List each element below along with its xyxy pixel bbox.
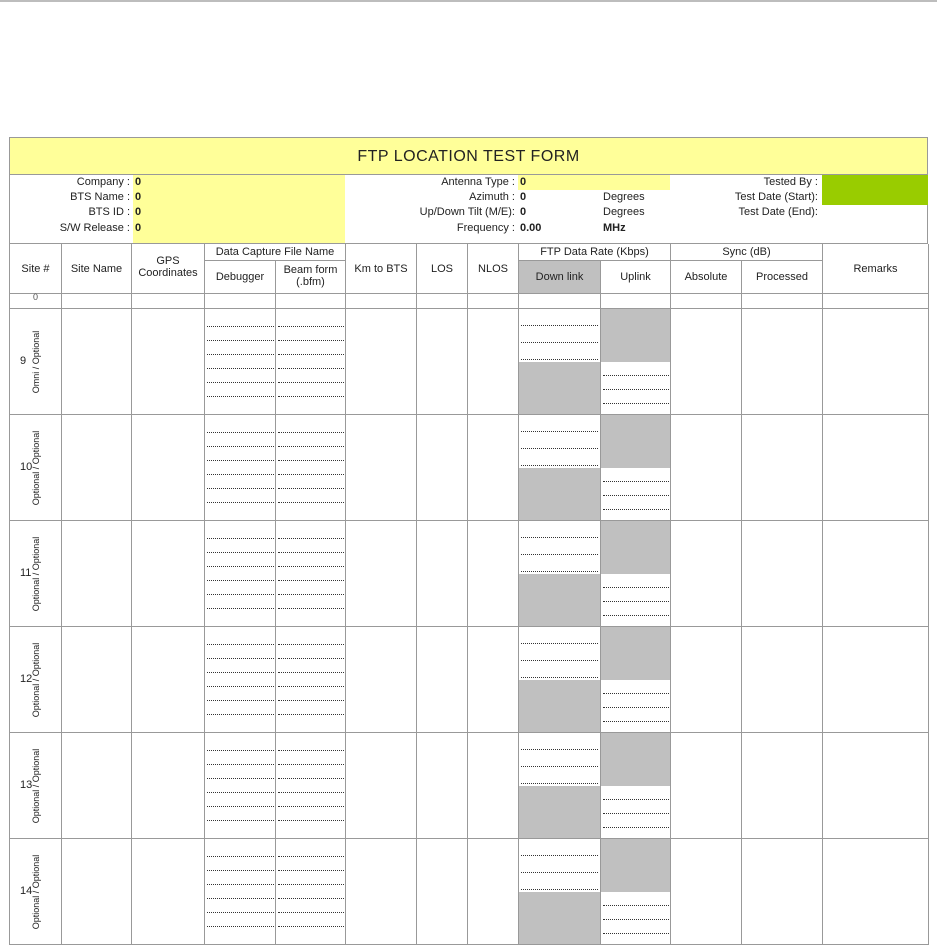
entry-line xyxy=(207,446,274,447)
bts-id-label: BTS ID : xyxy=(88,206,130,218)
entry-line xyxy=(207,566,274,567)
tilt-unit: Degrees xyxy=(603,206,645,218)
partial-cell xyxy=(601,293,671,309)
row-cell[interactable] xyxy=(742,521,823,627)
row-cell[interactable] xyxy=(671,309,742,415)
header-absolute: Absolute xyxy=(671,261,742,294)
row-cell[interactable] xyxy=(132,733,205,839)
row-cell[interactable] xyxy=(823,521,929,627)
row-cell[interactable] xyxy=(132,521,205,627)
entry-line xyxy=(603,601,669,602)
shaded-block xyxy=(601,309,670,362)
row-cell[interactable] xyxy=(823,839,929,945)
entry-line xyxy=(207,580,274,581)
table-header xyxy=(9,243,928,293)
header-km: Km to BTS xyxy=(346,244,417,294)
entry-line xyxy=(278,764,344,765)
entry-line xyxy=(278,750,344,751)
shaded-block xyxy=(601,521,670,574)
entry-line xyxy=(603,933,669,934)
entry-line xyxy=(603,905,669,906)
entry-line xyxy=(278,552,344,553)
entry-line xyxy=(207,764,274,765)
entry-line xyxy=(278,446,344,447)
entry-line xyxy=(207,382,274,383)
tester-fill xyxy=(822,175,928,205)
row-cell[interactable] xyxy=(205,627,276,733)
entry-line xyxy=(207,502,274,503)
shaded-block xyxy=(601,415,670,468)
site-number: 12 xyxy=(20,673,33,685)
entry-line xyxy=(521,855,598,856)
entry-line xyxy=(207,488,274,489)
row-cell[interactable] xyxy=(205,521,276,627)
row-cell[interactable] xyxy=(62,521,132,627)
row-cell[interactable] xyxy=(417,733,468,839)
top-divider xyxy=(0,0,937,2)
entry-line xyxy=(603,587,669,588)
entry-line xyxy=(521,359,598,360)
entry-line xyxy=(278,340,344,341)
header-site-name: Site Name xyxy=(62,244,132,294)
site-number: 9 xyxy=(20,355,27,367)
entry-line xyxy=(278,502,344,503)
partial-cell xyxy=(823,293,929,309)
entry-line xyxy=(207,608,274,609)
entry-line xyxy=(207,354,274,355)
entry-line xyxy=(207,912,274,913)
row-cell[interactable] xyxy=(132,627,205,733)
entry-line xyxy=(207,432,274,433)
row-cell[interactable] xyxy=(742,733,823,839)
entry-line xyxy=(278,594,344,595)
entry-line xyxy=(278,714,344,715)
entry-line xyxy=(278,432,344,433)
row-cell[interactable] xyxy=(417,839,468,945)
entry-line xyxy=(278,644,344,645)
entry-line xyxy=(278,396,344,397)
entry-line xyxy=(278,806,344,807)
partial-cell xyxy=(468,293,519,309)
entry-line xyxy=(207,644,274,645)
row-cell[interactable] xyxy=(823,309,929,415)
header-downlink: Down link xyxy=(519,261,601,294)
row-cell[interactable] xyxy=(468,521,519,627)
test-date-start-label: Test Date (Start): xyxy=(734,191,818,203)
row-cell[interactable] xyxy=(742,627,823,733)
entry-line xyxy=(207,700,274,701)
row-cell[interactable] xyxy=(276,839,346,945)
form-title: FTP LOCATION TEST FORM xyxy=(9,137,928,175)
shaded-block xyxy=(519,468,600,520)
row-cell[interactable] xyxy=(671,521,742,627)
entry-line xyxy=(207,856,274,857)
entry-line xyxy=(207,396,274,397)
site-vertical-label: Optional / Optional xyxy=(31,854,41,930)
sw-release-value[interactable]: 0 xyxy=(135,222,142,234)
row-cell[interactable] xyxy=(468,627,519,733)
entry-line xyxy=(278,912,344,913)
entry-line xyxy=(207,326,274,327)
table-row xyxy=(9,733,928,839)
entry-line xyxy=(278,686,344,687)
row-cell[interactable] xyxy=(62,627,132,733)
frequency-unit: MHz xyxy=(603,222,626,234)
antenna-fill xyxy=(518,175,670,190)
shaded-block xyxy=(601,839,670,892)
entry-line xyxy=(521,783,598,784)
site-vertical-label: Optional / Optional xyxy=(31,536,41,612)
header-remarks: Remarks xyxy=(823,244,929,294)
row-cell[interactable] xyxy=(346,627,417,733)
entry-line xyxy=(603,813,669,814)
partial-cell xyxy=(519,293,601,309)
entry-line xyxy=(207,672,274,673)
header-data-capture: Data Capture File Name xyxy=(205,244,346,261)
test-form xyxy=(9,137,928,945)
entry-line xyxy=(207,870,274,871)
entry-line xyxy=(278,566,344,567)
site-vertical-label: Optional / Optional xyxy=(31,748,41,824)
row-cell[interactable] xyxy=(468,309,519,415)
entry-line xyxy=(603,827,669,828)
entry-line xyxy=(603,509,669,510)
site-vertical-label: Optional / Optional xyxy=(31,430,41,506)
entry-line xyxy=(603,919,669,920)
row-cell[interactable] xyxy=(823,733,929,839)
entry-line xyxy=(521,571,598,572)
bts-name-label: BTS Name : xyxy=(70,191,130,203)
row-cell[interactable] xyxy=(468,415,519,521)
bts-id-value[interactable]: 0 xyxy=(135,206,142,218)
site-vertical-label: Optional / Optional xyxy=(31,642,41,718)
entry-line xyxy=(278,608,344,609)
row-cell[interactable] xyxy=(468,839,519,945)
row-cell[interactable] xyxy=(417,627,468,733)
row-cell[interactable] xyxy=(823,627,929,733)
entry-line xyxy=(521,889,598,890)
row-cell[interactable] xyxy=(205,733,276,839)
row-cell[interactable] xyxy=(417,415,468,521)
entry-line xyxy=(521,554,598,555)
shaded-block xyxy=(601,627,670,680)
entry-line xyxy=(603,721,669,722)
azimuth-value[interactable]: 0 xyxy=(520,191,527,203)
entry-line xyxy=(603,375,669,376)
row-cell[interactable] xyxy=(823,415,929,521)
entry-line xyxy=(278,368,344,369)
row-cell[interactable] xyxy=(468,733,519,839)
row-cell[interactable] xyxy=(671,627,742,733)
azimuth-unit: Degrees xyxy=(603,191,645,203)
entry-line xyxy=(521,325,598,326)
entry-line xyxy=(603,707,669,708)
entry-line xyxy=(278,672,344,673)
row-cell[interactable] xyxy=(346,733,417,839)
entry-line xyxy=(521,537,598,538)
entry-line xyxy=(278,870,344,871)
frequency-value[interactable]: 0.00 xyxy=(520,222,542,234)
row-cell[interactable] xyxy=(742,309,823,415)
table-row xyxy=(9,415,928,521)
entry-line xyxy=(207,594,274,595)
header-los: LOS xyxy=(417,244,468,294)
entry-line xyxy=(207,820,274,821)
frequency-label: Frequency : xyxy=(456,222,515,234)
row-cell[interactable] xyxy=(346,839,417,945)
row-cell[interactable] xyxy=(205,415,276,521)
entry-line xyxy=(207,552,274,553)
entry-line xyxy=(278,326,344,327)
left-info-fill xyxy=(133,175,345,243)
partial-cell xyxy=(276,293,346,309)
header-gps: GPS Coordinates xyxy=(132,244,205,294)
header-sync: Sync (dB) xyxy=(671,244,823,261)
bts-name-value[interactable]: 0 xyxy=(135,191,142,203)
azimuth-label: Azimuth : xyxy=(469,191,515,203)
entry-line xyxy=(207,750,274,751)
entry-line xyxy=(521,766,598,767)
entry-line xyxy=(521,342,598,343)
entry-line xyxy=(278,474,344,475)
partial-row xyxy=(9,293,928,309)
antenna-type-value[interactable]: 0 xyxy=(520,176,527,188)
entry-line xyxy=(278,926,344,927)
row-cell[interactable] xyxy=(346,415,417,521)
antenna-type-label: Antenna Type : xyxy=(441,176,515,188)
shaded-block xyxy=(519,892,600,944)
row-cell[interactable] xyxy=(276,415,346,521)
table-row xyxy=(9,839,928,945)
entry-line xyxy=(278,700,344,701)
shaded-block xyxy=(601,733,670,786)
row-cell[interactable] xyxy=(742,415,823,521)
entry-line xyxy=(521,465,598,466)
site-vertical-label: Omni / Optional xyxy=(31,330,41,394)
site-number: 13 xyxy=(20,779,33,791)
row-cell[interactable] xyxy=(205,839,276,945)
entry-line xyxy=(207,368,274,369)
shaded-block xyxy=(519,786,600,838)
entry-line xyxy=(207,474,274,475)
row-cell[interactable] xyxy=(671,839,742,945)
row-cell[interactable] xyxy=(276,521,346,627)
partial-cell xyxy=(417,293,468,309)
company-value[interactable]: 0 xyxy=(135,176,142,188)
entry-line xyxy=(278,354,344,355)
entry-line xyxy=(603,693,669,694)
tilt-value[interactable]: 0 xyxy=(520,206,527,218)
partial-cell xyxy=(62,293,132,309)
row-cell[interactable] xyxy=(62,415,132,521)
shaded-block xyxy=(519,574,600,626)
header-debugger: Debugger xyxy=(205,261,276,294)
entry-line xyxy=(521,749,598,750)
shaded-block xyxy=(519,680,600,732)
entry-line xyxy=(521,677,598,678)
entry-line xyxy=(207,658,274,659)
partial-cell xyxy=(346,293,417,309)
row-cell[interactable] xyxy=(132,415,205,521)
partial-row-label: 0 xyxy=(10,293,62,309)
row-cell[interactable] xyxy=(671,415,742,521)
row-cell[interactable] xyxy=(276,627,346,733)
header-site: Site # xyxy=(10,244,62,294)
entry-line xyxy=(278,460,344,461)
entry-line xyxy=(521,643,598,644)
entry-line xyxy=(278,658,344,659)
entry-line xyxy=(603,615,669,616)
partial-cell xyxy=(742,293,823,309)
entry-line xyxy=(278,792,344,793)
entry-line xyxy=(603,799,669,800)
partial-cell xyxy=(671,293,742,309)
row-cell[interactable] xyxy=(417,521,468,627)
row-cell[interactable] xyxy=(62,733,132,839)
entry-line xyxy=(278,898,344,899)
entry-line xyxy=(278,580,344,581)
table-row xyxy=(9,309,928,415)
tilt-label: Up/Down Tilt (M/E): xyxy=(419,206,515,218)
partial-cell xyxy=(205,293,276,309)
site-number: 14 xyxy=(20,885,33,897)
entry-line xyxy=(207,926,274,927)
entry-line xyxy=(521,872,598,873)
info-block xyxy=(9,175,928,243)
entry-line xyxy=(207,538,274,539)
row-cell[interactable] xyxy=(276,309,346,415)
entry-line xyxy=(207,686,274,687)
row-cell[interactable] xyxy=(276,733,346,839)
site-number: 11 xyxy=(20,567,32,579)
entry-line xyxy=(521,431,598,432)
row-cell[interactable] xyxy=(346,309,417,415)
entry-line xyxy=(207,884,274,885)
entry-line xyxy=(278,778,344,779)
entry-line xyxy=(207,340,274,341)
row-cell[interactable] xyxy=(132,839,205,945)
entry-line xyxy=(603,389,669,390)
entry-line xyxy=(278,538,344,539)
header-processed: Processed xyxy=(742,261,823,294)
row-cell[interactable] xyxy=(346,521,417,627)
sw-release-label: S/W Release : xyxy=(59,222,130,234)
header-uplink: Uplink xyxy=(601,261,671,294)
company-label: Company : xyxy=(76,176,130,188)
partial-cell xyxy=(132,293,205,309)
row-cell[interactable] xyxy=(205,309,276,415)
entry-line xyxy=(521,660,598,661)
row-cell[interactable] xyxy=(742,839,823,945)
entry-line xyxy=(278,884,344,885)
entry-line xyxy=(278,488,344,489)
entry-line xyxy=(603,403,669,404)
row-cell[interactable] xyxy=(132,309,205,415)
row-cell[interactable] xyxy=(62,839,132,945)
table-row xyxy=(9,627,928,733)
entry-line xyxy=(207,792,274,793)
header-beamform: Beam form (.bfm) xyxy=(276,261,346,294)
entry-line xyxy=(207,714,274,715)
entry-line xyxy=(278,820,344,821)
row-cell[interactable] xyxy=(62,309,132,415)
entry-line xyxy=(207,806,274,807)
entry-line xyxy=(603,495,669,496)
entry-line xyxy=(278,856,344,857)
entry-line xyxy=(207,778,274,779)
table-row xyxy=(9,521,928,627)
entry-line xyxy=(603,481,669,482)
header-nlos: NLOS xyxy=(468,244,519,294)
entry-line xyxy=(521,448,598,449)
site-number: 10 xyxy=(20,461,33,473)
entry-line xyxy=(278,382,344,383)
row-cell[interactable] xyxy=(417,309,468,415)
tested-by-label: Tested By : xyxy=(763,176,818,188)
shaded-block xyxy=(519,362,600,414)
header-ftp: FTP Data Rate (Kbps) xyxy=(519,244,671,261)
entry-line xyxy=(207,898,274,899)
test-date-end-label: Test Date (End): xyxy=(738,206,818,218)
entry-line xyxy=(207,460,274,461)
row-cell[interactable] xyxy=(671,733,742,839)
